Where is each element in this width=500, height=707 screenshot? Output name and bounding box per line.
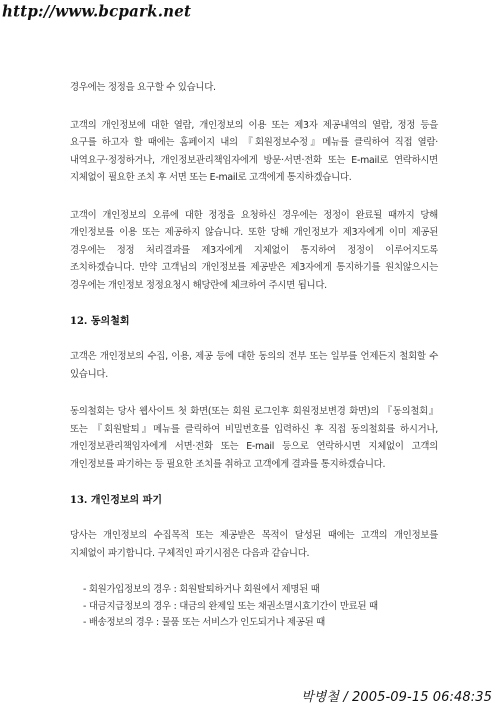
paragraph-correction-request: 경우에는 정정을 요구할 수 있습니다. — [70, 82, 216, 93]
destruction-timing-list — [70, 582, 438, 632]
paragraph-destruction-policy: 당사는 개인정보의 수집목적 또는 제공받은 목적이 달성된 때에는 고객의 개인정보를 지체없이 파기합니다. 구체적인 파기시점은 다음과 같습니다. — [70, 530, 438, 559]
section-heading-data-destruction: 13. 개인정보의 파기 — [70, 495, 162, 506]
paragraph-access-request: 고객의 개인정보에 대한 열람, 개인정보의 이용 또는 제3자 제공내역의 열람, 정정 등을 요구를 하고자 할 때에는 홈페이지 내의 『회원정보수정』메뉴를 클릭하여 직접 열람·내역요구·정정하거나, 개인정보관리책임자에게 방문·서면·전화 또는 E-mail로 연락하시면 지체없이 필요한 조치 후 서면 또는 E-mail로 고객에게 통지하겠습니다. — [70, 119, 438, 183]
list-item: - 회원가입정보의 경우 : 회원탈퇴하거나 회원에서 제명된 때 — [83, 584, 320, 595]
site-url-watermark: http://www.bcpark.net — [2, 2, 192, 21]
document-page — [70, 79, 438, 632]
paragraph-withdrawal-method: 동의철회는 당사 웹사이트 첫 화면(또는 회원 로그인후 회원정보변경 화면)의 『동의철회』 또는 『회원탈퇴』메뉴를 클릭하여 비밀번호를 입력하신 후 직접 동의철회를 하시거나, 개인정보관리책임자에게 서면·전화 또는 E-mail 등으로 연락하시면 지체없이 고객의 개인정보를 파기하는 등 필요한 조치를 취하고 고객에게 결과를 통지하겠습니다. — [70, 406, 438, 470]
list-item: - 배송정보의 경우 : 물품 또는 서비스가 인도되거나 제공된 때 — [83, 617, 325, 628]
paragraph-correction-notice: 고객이 개인정보의 오류에 대한 정정을 요청하신 경우에는 정정이 완료될 때까지 당해 개인정보를 이용 또는 제공하지 않습니다. 또한 당해 개인정보가 제3자에게 이미 제공된 경우에는 정정 처리결과를 제3자에게 지체없이 통지하여 정정이 이루어지도록 조치하겠습니다. 만약 고객님의 개인정보를 제공받은 제3자에게 통지하기를 원치않으시는 경우에는 개인정보 정정요청시 해당란에 체크하여 주시면 됩니다. — [70, 209, 438, 291]
list-item: - 대금지급정보의 경우 : 대금의 완제일 또는 채권소멸시효기간이 만료된 때 — [83, 600, 378, 612]
paragraph-withdrawal-right: 고객은 개인정보의 수집, 이용, 제공 등에 대한 동의의 전부 또는 일부를 언제든지 철회할 수 있습니다. — [70, 351, 438, 380]
section-heading-consent-withdrawal: 12. 동의철회 — [70, 316, 130, 327]
author-timestamp-stamp: 박병철 / 2005-09-15 06:48:35 — [301, 690, 492, 705]
